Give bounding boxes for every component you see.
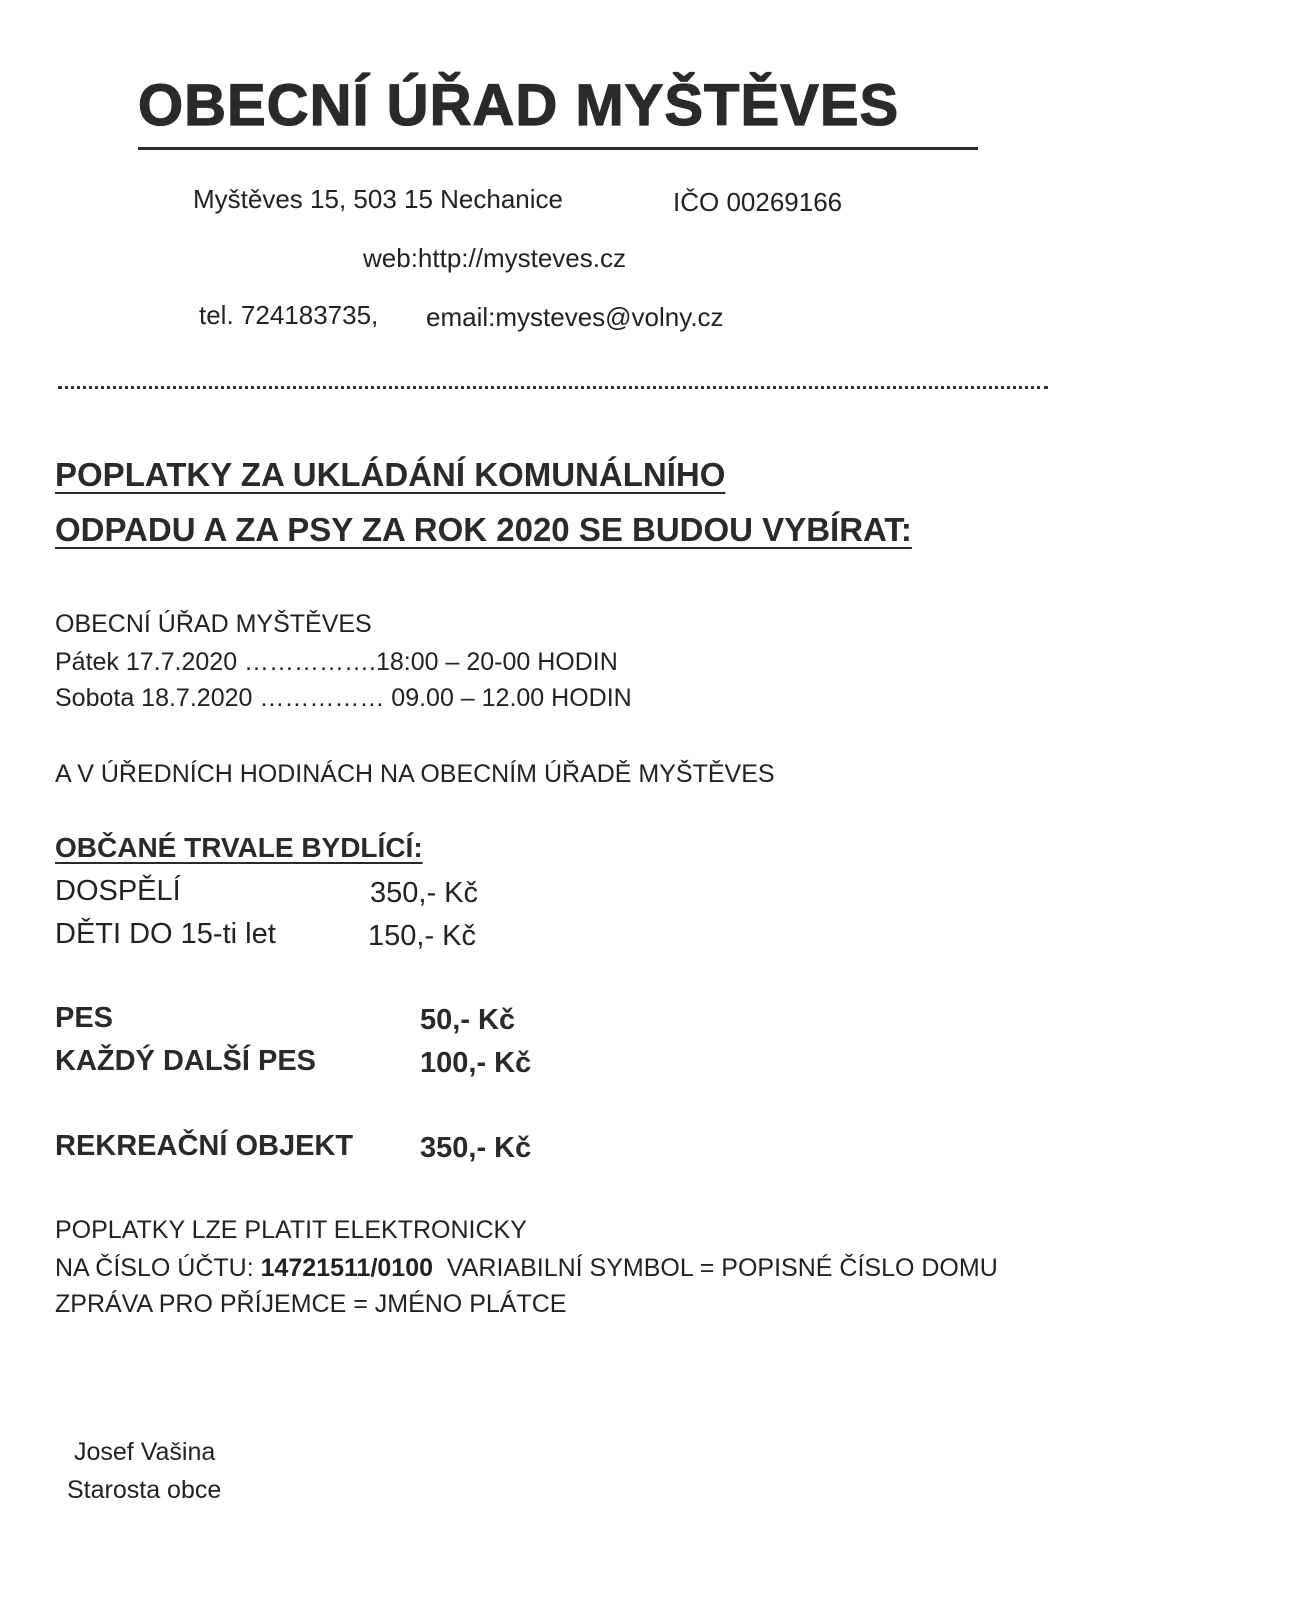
dotted-separator [58,386,1048,389]
fee-adults-value: 350,- Kč [370,877,478,909]
fee-children-value: 150,- Kč [368,920,476,952]
payment-line3: ZPRÁVA PRO PŘÍJEMCE = JMÉNO PLÁTCE [55,1290,567,1318]
fee-recreation-label: REKREAČNÍ OBJEKT [55,1130,354,1162]
office-title: OBECNÍ ÚŘAD MYŠTĚVES [138,73,900,138]
office-address: Myštěves 15, 503 15 Nechanice [193,184,563,214]
schedule-office-hours: A V ÚŘEDNÍCH HODINÁCH NA OBECNÍM ÚŘADĚ MYŠTĚVES [55,760,775,788]
schedule-place: OBECNÍ ÚŘAD MYŠTĚVES [55,610,372,638]
office-phone: tel. 724183735, [199,300,379,330]
title-underline [138,147,978,150]
fee-children-label: DĚTI DO 15-ti let [55,918,276,950]
fee-extra-dog-value: 100,- Kč [420,1047,532,1079]
payment-variable-symbol: VARIABILNÍ SYMBOL = POPISNÉ ČÍSLO DOMU [433,1254,998,1282]
signature-name: Josef Vašina [74,1438,216,1466]
payment-line2 [55,1254,998,1283]
announcement-heading-line2: ODPADU A ZA PSY ZA ROK 2020 SE BUDOU VYBÍRAT: [55,511,912,548]
fee-dog-value: 50,- Kč [420,1004,516,1036]
residents-heading: OBČANÉ TRVALE BYDLÍCÍ: [55,832,423,863]
payment-account-prefix: NA ČÍSLO ÚČTU: [55,1254,261,1282]
office-ico: IČO 00269166 [673,187,843,217]
signature-role: Starosta obce [67,1476,222,1504]
fee-extra-dog-label: KAŽDÝ DALŠÍ PES [55,1045,317,1077]
schedule-saturday: Sobota 18.7.2020 …………… 09.00 – 12.00 HODIN [55,684,632,712]
payment-account-number: 14721511/0100 [260,1254,434,1282]
payment-line1: POPLATKY LZE PLATIT ELEKTRONICKY [55,1216,527,1244]
announcement-heading-line1: POPLATKY ZA UKLÁDÁNÍ KOMUNÁLNÍHO [55,456,726,493]
schedule-friday: Pátek 17.7.2020 …………….18:00 – 20-00 HODIN [55,648,618,676]
fee-recreation-value: 350,- Kč [420,1132,532,1164]
fee-dog-label: PES [55,1002,114,1034]
fee-adults-label: DOSPĚLÍ [55,875,181,907]
office-email: email:mysteves@volny.cz [426,302,724,332]
office-web: web:http://mysteves.cz [363,243,626,273]
